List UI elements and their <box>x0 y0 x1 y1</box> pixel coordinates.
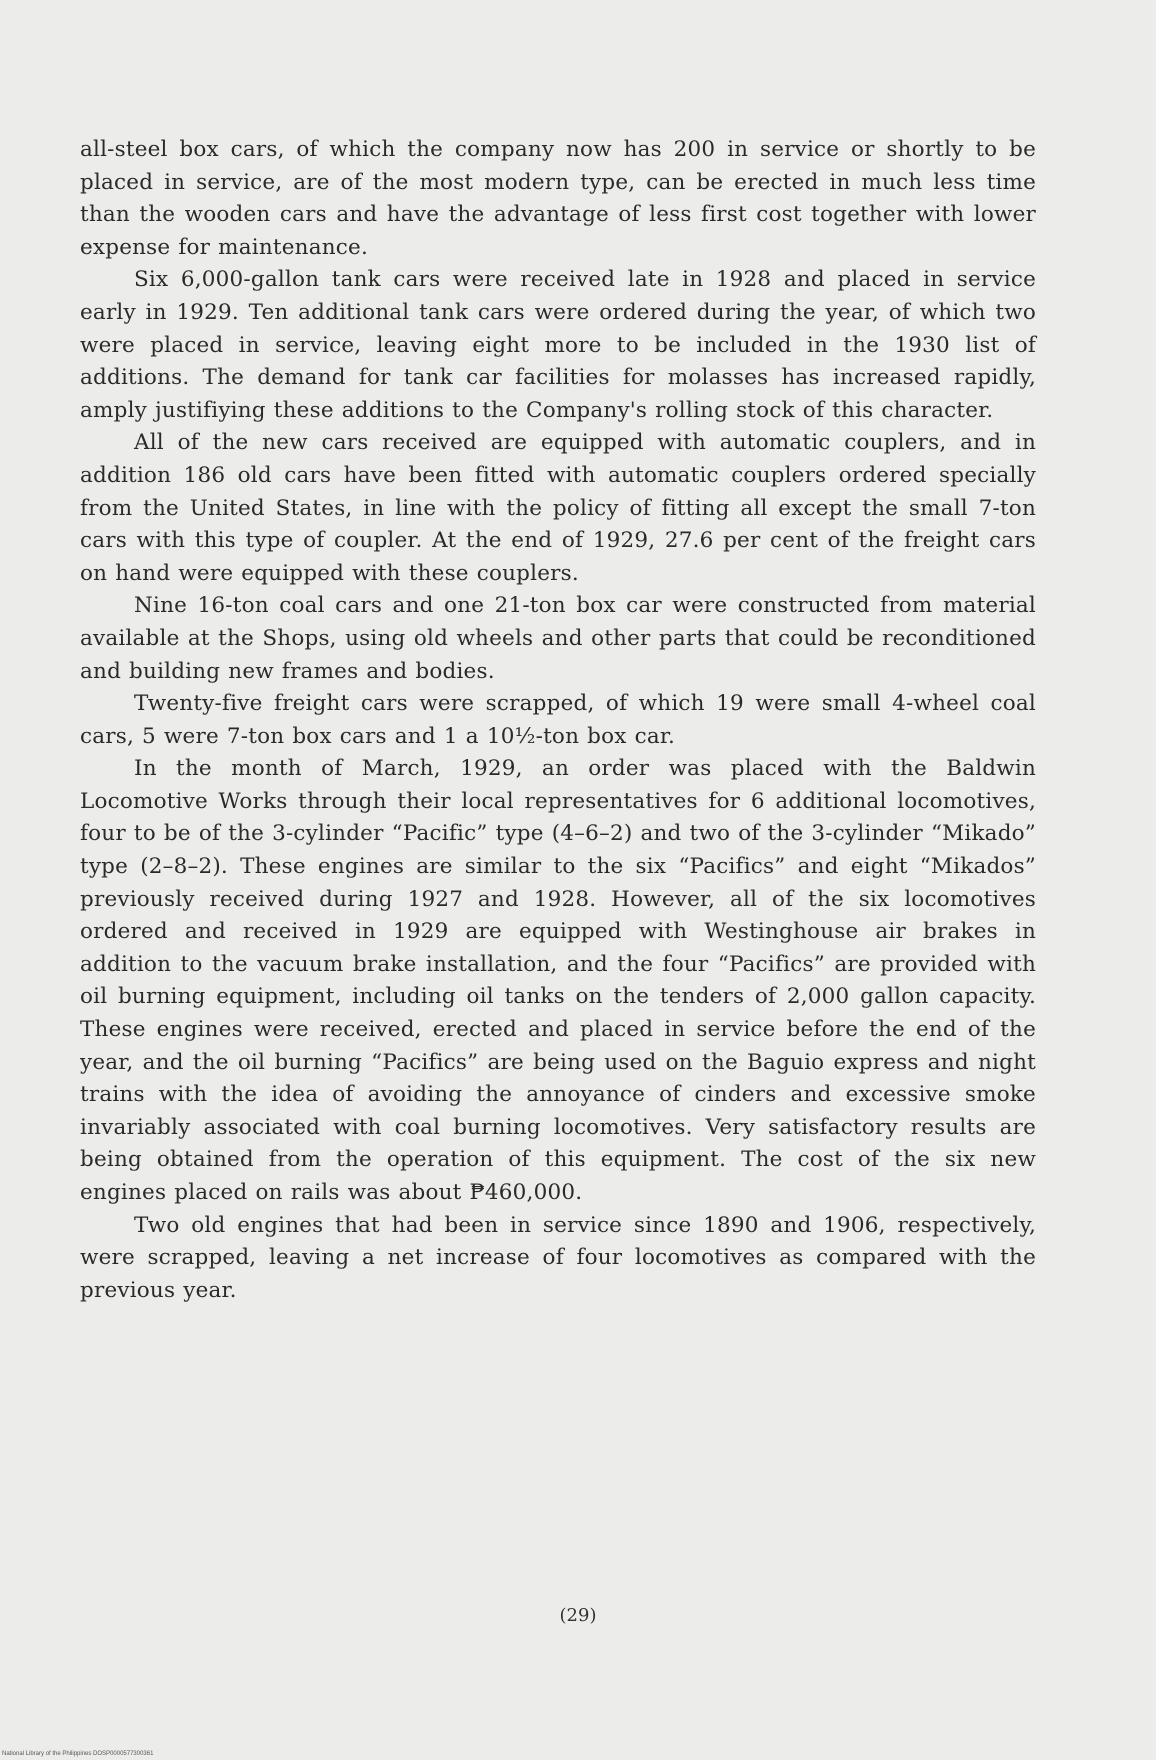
paragraph-7: Two old engines that had been in service since 1890 and 1906, respectively, were scrapped, leaving a net increase of four locomotives as compared with the previous year. <box>80 1212 1036 1303</box>
paragraph-5: Twenty-five freight cars were scrapped, of which 19 were small 4-wheel coal cars, 5 were 7-ton box cars and 1 a 10½-ton box car. <box>80 691 1036 749</box>
body-text <box>80 134 1036 1307</box>
page-number: (29) <box>559 1605 597 1626</box>
paragraph-3: All of the new cars received are equipped with automatic couplers, and in addition 186 old cars have been fitted with automatic couplers ordered specially from the United States, in line with the policy of fitting all except the small 7-ton cars with this type of coupler. At the end of 1929, 27.6 per cent of the freight cars on hand were equipped with these couplers. <box>80 430 1036 586</box>
footer-credit: National Library of the Philippines DOSP0000577300361 <box>2 1751 154 1757</box>
paragraph-6: In the month of March, 1929, an order was placed with the Baldwin Locomotive Works through their local representatives for 6 additional locomotives, four to be of the 3-cylinder “Pacific” type (4–6–2) and two of the 3-cylinder “Mikado” type (2–8–2). These engines are similar to the six “Pacifics” and eight “Mikados” previously received during 1927 and 1928. However, all of the six locomotives ordered and received in 1929 are equipped with Westinghouse air brakes in addition to the vacuum brake installation, and the four “Pacifics” are provided with oil burning equipment, including oil tanks on the tenders of 2,000 gallon capacity. These engines were received, erected and placed in service before the end of the year, and the oil burning “Pacifics” are being used on the Baguio express and night trains with the idea of avoiding the annoyance of cinders and excessive smoke invariably associated with coal burning locomotives. Very satisfactory results are being obtained from the operation of this equipment. The cost of the six new engines placed on rails was about ₱460,000. <box>80 756 1036 1205</box>
paragraph-4: Nine 16-ton coal cars and one 21-ton box car were constructed from material available at the Shops, using old wheels and other parts that could be reconditioned and building new frames and bodies. <box>80 593 1036 684</box>
paragraph-2: Six 6,000-gallon tank cars were received late in 1928 and placed in service early in 1929. Ten additional tank cars were ordered during the year, of which two were placed in service, leaving eight more to be included in the 1930 list of additions. The demand for tank car facilities for molasses has increased rapidly, amply justifiying these additions to the Company's rolling stock of this character. <box>80 267 1036 423</box>
paragraph-1: all-steel box cars, of which the company now has 200 in service or shortly to be placed in service, are of the most modern type, can be erected in much less time than the wooden cars and have the advantage of less first cost together with lower expense for maintenance. <box>80 137 1036 260</box>
